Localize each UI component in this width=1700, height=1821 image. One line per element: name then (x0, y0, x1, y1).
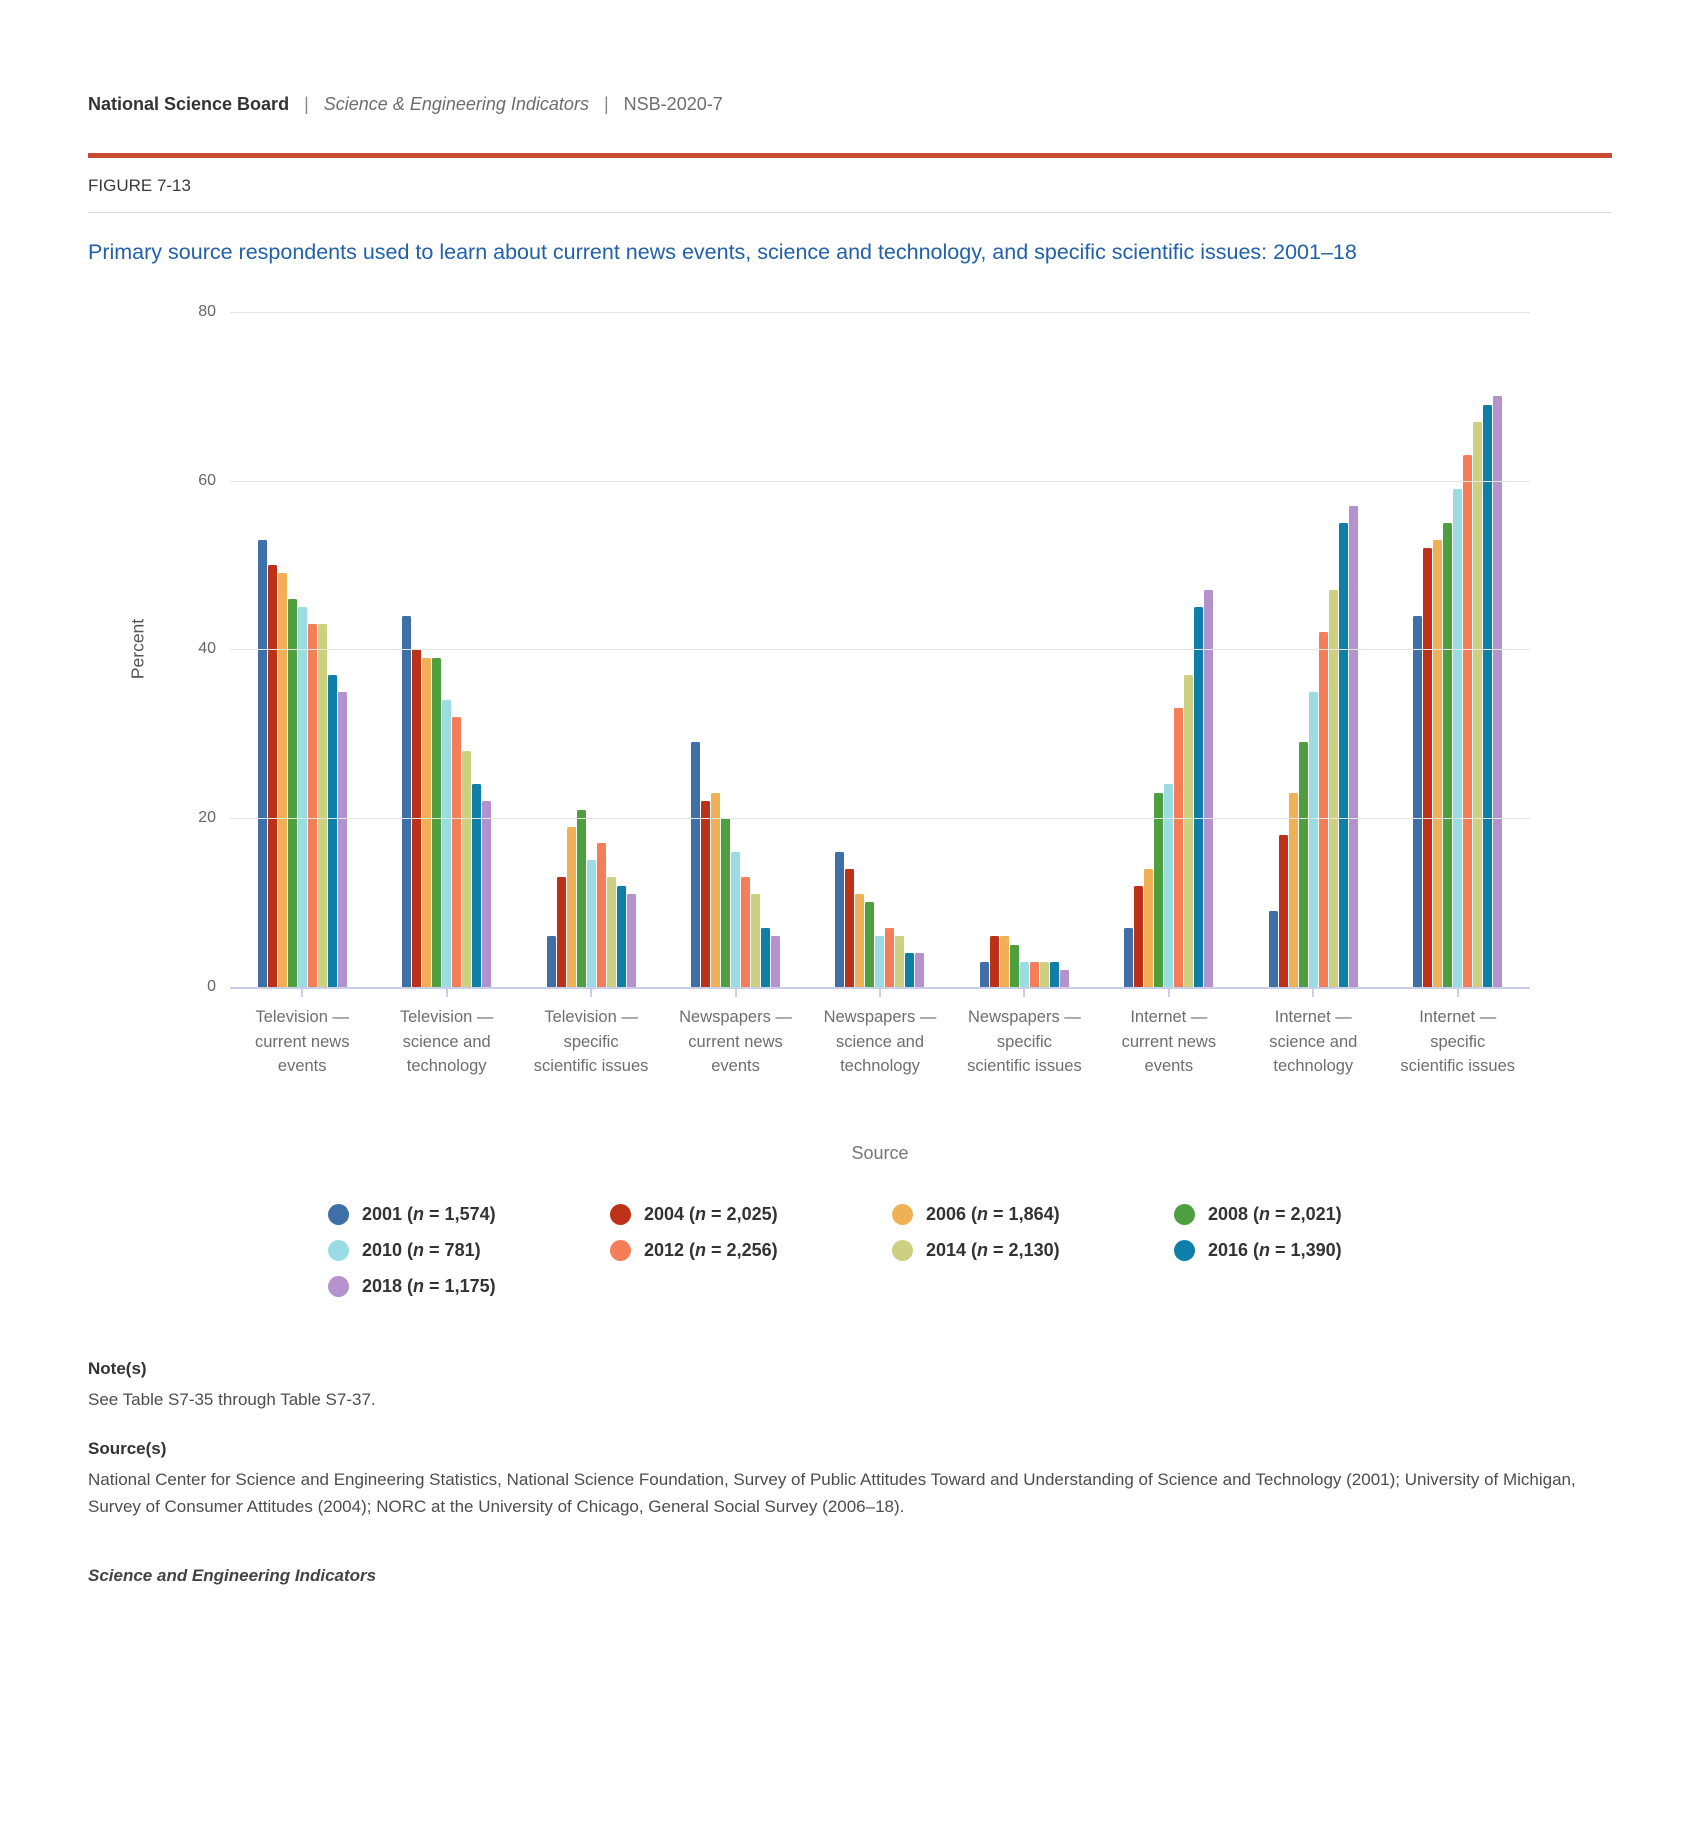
x-axis-ticks (230, 989, 1530, 997)
legend-item-2006[interactable] (892, 1204, 1174, 1225)
notes-section (88, 1359, 1612, 1586)
publication-footer: Science and Engineering Indicators (88, 1566, 377, 1586)
legend-item-2014[interactable] (892, 1240, 1174, 1261)
x-tick (301, 989, 303, 997)
bar-2004[interactable] (268, 565, 277, 987)
bar-2008[interactable] (1299, 742, 1308, 987)
x-category-label: Newspapers — current news events (679, 1007, 792, 1076)
bar-2018[interactable] (482, 801, 491, 987)
x-axis-labels (230, 1005, 1530, 1079)
bar-2012[interactable] (741, 877, 750, 987)
y-tick-label: 40 (198, 640, 216, 658)
bar-2004[interactable] (557, 877, 566, 987)
bar-2014[interactable] (1184, 675, 1193, 987)
bar-2012[interactable] (1463, 455, 1472, 987)
legend-label: 2018 (n = 1,175) (362, 1276, 496, 1297)
bar-2008[interactable] (1443, 523, 1452, 987)
sources-body: National Center for Science and Engineering Statistics, National Science Foundation, Survey of Public Attitudes Toward and Understanding of Science and Technology (2001); University of Michigan, Survey of Consumer Attitudes (2004); NORC at the University of Chicago, General Social Survey (2006–18). (88, 1470, 1576, 1516)
bar-2008[interactable] (865, 902, 874, 986)
bar-2006[interactable] (422, 658, 431, 987)
figure-label: FIGURE 7-13 (88, 176, 1612, 213)
bar-2010[interactable] (298, 607, 307, 987)
bar-2006[interactable] (278, 573, 287, 986)
bar-2012[interactable] (597, 843, 606, 986)
bar-2001[interactable] (1413, 616, 1422, 987)
figure-title: Primary source respondents used to learn about current news events, science and technology, and specific scientific issues: 2001–18 (88, 240, 1357, 264)
x-tick (1168, 989, 1170, 997)
notes-heading: Note(s) (88, 1359, 147, 1379)
legend-swatch (328, 1204, 349, 1225)
gridline (230, 481, 1530, 482)
bar-2008[interactable] (432, 658, 441, 987)
bar-2012[interactable] (1319, 632, 1328, 986)
bar-2006[interactable] (567, 827, 576, 987)
bar-2016[interactable] (1339, 523, 1348, 987)
legend-swatch (1174, 1204, 1195, 1225)
x-tick (1312, 989, 1314, 997)
bar-2010[interactable] (875, 936, 884, 987)
legend-swatch (328, 1276, 349, 1297)
bar-2016[interactable] (472, 784, 481, 987)
legend-item-2004[interactable] (610, 1204, 892, 1225)
bar-2014[interactable] (1473, 422, 1482, 987)
y-axis-title: Percent (127, 619, 148, 680)
bar-2018[interactable] (1493, 396, 1502, 987)
bar-2008[interactable] (721, 818, 730, 987)
brand-name: National Science Board (88, 94, 290, 114)
gridline (230, 649, 1530, 650)
bar-2010[interactable] (1164, 784, 1173, 987)
bar-2010[interactable] (731, 852, 740, 987)
y-tick-label: 60 (198, 471, 216, 489)
bar-2008[interactable] (1154, 793, 1163, 987)
x-tick (446, 989, 448, 997)
document-header (88, 94, 1612, 115)
y-tick-label: 80 (198, 302, 216, 320)
bar-2018[interactable] (1349, 506, 1358, 987)
legend-swatch (328, 1240, 349, 1261)
x-category-label: Television — science and technology (399, 1007, 494, 1076)
x-category-label: Television — specific scientific issues (533, 1007, 649, 1076)
bar-2018[interactable] (915, 953, 924, 987)
bar-2014[interactable] (607, 877, 616, 987)
bar-2014[interactable] (462, 751, 471, 987)
bar-2004[interactable] (1423, 548, 1432, 987)
accent-rule (88, 153, 1612, 158)
legend-swatch (610, 1240, 631, 1261)
bar-2004[interactable] (845, 869, 854, 987)
legend-item-2018[interactable] (328, 1276, 610, 1297)
x-tick (879, 989, 881, 997)
legend-item-2001[interactable] (328, 1204, 610, 1225)
x-axis-title: Source (851, 1143, 909, 1164)
legend-label: 2004 (n = 2,025) (644, 1204, 778, 1225)
bar-2004[interactable] (701, 801, 710, 987)
plot-area (127, 302, 1530, 995)
bar-2014[interactable] (1040, 962, 1049, 987)
bar-2010[interactable] (1020, 962, 1029, 987)
bar-2016[interactable] (761, 928, 770, 987)
bar-2016[interactable] (617, 886, 626, 987)
bar-2012[interactable] (885, 928, 894, 987)
bar-2001[interactable] (980, 962, 989, 987)
bar-2010[interactable] (1309, 692, 1318, 987)
bar-2008[interactable] (288, 599, 297, 987)
bar-2008[interactable] (1010, 945, 1019, 987)
x-tick (590, 989, 592, 997)
bar-2014[interactable] (318, 624, 327, 987)
bar-2001[interactable] (258, 540, 267, 987)
header-separator: | (304, 94, 309, 114)
legend-swatch (892, 1204, 913, 1225)
bar-2006[interactable] (1289, 793, 1298, 987)
report-code: NSB-2020-7 (623, 94, 723, 114)
bar-2008[interactable] (577, 810, 586, 987)
legend-label: 2001 (n = 1,574) (362, 1204, 496, 1225)
legend-label: 2014 (n = 2,130) (926, 1240, 1060, 1261)
bar-2018[interactable] (627, 894, 636, 987)
bar-2010[interactable] (587, 860, 596, 987)
y-tick-label: 20 (198, 809, 216, 827)
bar-2016[interactable] (328, 675, 337, 987)
bar-2014[interactable] (895, 936, 904, 987)
bar-2001[interactable] (402, 616, 411, 987)
legend-swatch (610, 1204, 631, 1225)
legend-item-2010[interactable] (328, 1240, 610, 1261)
x-category-label: Newspapers — specific scientific issues (967, 1007, 1082, 1076)
bar-2018[interactable] (338, 692, 347, 987)
x-tick (1023, 989, 1025, 997)
legend-swatch (1174, 1240, 1195, 1261)
x-category-label: Internet — specific scientific issues (1400, 1007, 1516, 1076)
y-tick-label: 0 (207, 977, 216, 995)
bar-2016[interactable] (1194, 607, 1203, 987)
bar-2001[interactable] (547, 936, 556, 987)
bar-2012[interactable] (1174, 708, 1183, 986)
x-category-label: Newspapers — science and technology (823, 1007, 937, 1076)
sources-heading: Source(s) (88, 1439, 167, 1459)
bar-2010[interactable] (442, 700, 451, 987)
bar-2012[interactable] (308, 624, 317, 987)
legend-swatch (892, 1240, 913, 1261)
bar-2014[interactable] (751, 894, 760, 987)
notes-body: See Table S7-35 through Table S7-37. (88, 1390, 376, 1410)
bar-2018[interactable] (1060, 970, 1069, 987)
bar-2006[interactable] (855, 894, 864, 987)
bar-2006[interactable] (1000, 936, 1009, 987)
publication-name: Science & Engineering Indicators (323, 94, 589, 114)
bar-2004[interactable] (1134, 886, 1143, 987)
legend-label: 2010 (n = 781) (362, 1240, 481, 1261)
bar-2001[interactable] (835, 852, 844, 987)
legend-label: 2012 (n = 2,256) (644, 1240, 778, 1261)
bar-2012[interactable] (1030, 962, 1039, 987)
bar-2018[interactable] (771, 936, 780, 987)
bar-2001[interactable] (691, 742, 700, 987)
bar-2016[interactable] (1050, 962, 1059, 987)
legend-item-2008[interactable] (1174, 1204, 1456, 1225)
bar-chart (88, 302, 1612, 1297)
x-category-label: Internet — science and technology (1269, 1007, 1358, 1076)
header-separator: | (603, 94, 609, 114)
bar-2006[interactable] (1144, 869, 1153, 987)
gridline (230, 818, 1530, 819)
bar-2006[interactable] (1433, 540, 1442, 987)
x-tick (735, 989, 737, 997)
legend-label: 2006 (n = 1,864) (926, 1204, 1060, 1225)
bar-2004[interactable] (990, 936, 999, 987)
bar-2001[interactable] (1269, 911, 1278, 987)
legend-label: 2008 (n = 2,021) (1208, 1204, 1342, 1225)
bar-2006[interactable] (711, 793, 720, 987)
legend-item-2012[interactable] (610, 1240, 892, 1261)
gridline (230, 312, 1530, 313)
bar-2010[interactable] (1453, 489, 1462, 987)
x-category-label: Television — current news events (254, 1007, 350, 1076)
bar-2016[interactable] (1483, 405, 1492, 987)
bar-2016[interactable] (905, 953, 914, 987)
legend-item-2016[interactable] (1174, 1240, 1456, 1261)
x-category-label: Internet — current news events (1121, 1007, 1217, 1076)
x-tick (1457, 989, 1459, 997)
bar-2012[interactable] (452, 717, 461, 987)
bar-2004[interactable] (1279, 835, 1288, 987)
legend-label: 2016 (n = 1,390) (1208, 1240, 1342, 1261)
chart-legend (328, 1204, 1612, 1297)
bar-2001[interactable] (1124, 928, 1133, 987)
